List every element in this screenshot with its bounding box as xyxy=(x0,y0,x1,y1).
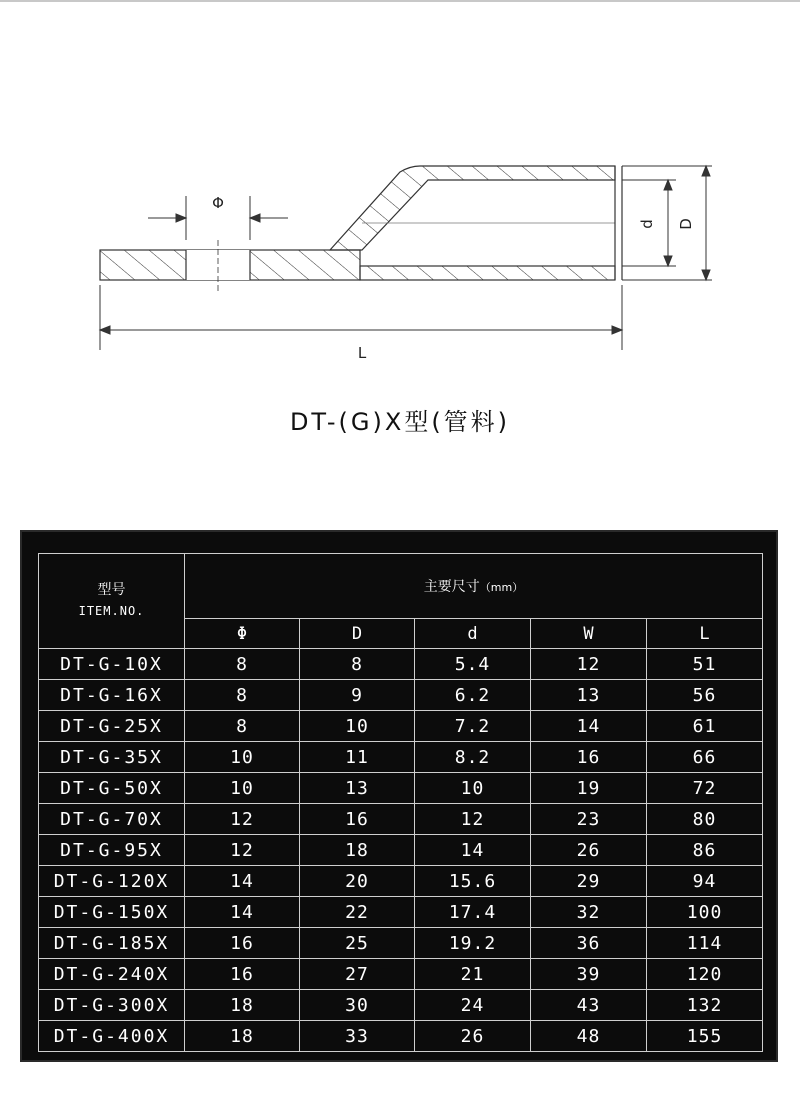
table-row xyxy=(39,928,763,959)
table-row xyxy=(39,959,763,990)
cell-D: 11 xyxy=(300,742,415,773)
cell-phi: 18 xyxy=(185,1021,300,1052)
cell-W: 32 xyxy=(531,897,647,928)
cell-d: 7.2 xyxy=(415,711,531,742)
table-row xyxy=(39,990,763,1021)
cell-L: 51 xyxy=(647,649,763,680)
cell-L: 132 xyxy=(647,990,763,1021)
cell-D: 30 xyxy=(300,990,415,1021)
cell-model: DT-G-50X xyxy=(39,773,185,804)
cell-model: DT-G-25X xyxy=(39,711,185,742)
cell-phi: 8 xyxy=(185,711,300,742)
cell-phi: 12 xyxy=(185,804,300,835)
cell-d: 17.4 xyxy=(415,897,531,928)
cell-W: 23 xyxy=(531,804,647,835)
cell-D: 22 xyxy=(300,897,415,928)
cell-D: 25 xyxy=(300,928,415,959)
cell-d: 12 xyxy=(415,804,531,835)
cell-d: 14 xyxy=(415,835,531,866)
item-header xyxy=(39,554,185,649)
table-row xyxy=(39,835,763,866)
L-label: L xyxy=(357,344,367,362)
cell-D: 10 xyxy=(300,711,415,742)
cell-d: 5.4 xyxy=(415,649,531,680)
d-label: d xyxy=(638,219,656,229)
cell-W: 26 xyxy=(531,835,647,866)
cell-W: 12 xyxy=(531,649,647,680)
cell-model: DT-G-16X xyxy=(39,680,185,711)
cell-D: 9 xyxy=(300,680,415,711)
cell-D: 13 xyxy=(300,773,415,804)
cell-phi: 16 xyxy=(185,959,300,990)
cell-L: 114 xyxy=(647,928,763,959)
cell-D: 20 xyxy=(300,866,415,897)
cell-L: 100 xyxy=(647,897,763,928)
col-header-W: W xyxy=(531,619,647,649)
cell-model: DT-G-95X xyxy=(39,835,185,866)
table-row xyxy=(39,866,763,897)
table-row xyxy=(39,897,763,928)
cell-phi: 8 xyxy=(185,680,300,711)
cell-D: 8 xyxy=(300,649,415,680)
cell-D: 16 xyxy=(300,804,415,835)
cell-phi: 10 xyxy=(185,773,300,804)
cell-phi: 18 xyxy=(185,990,300,1021)
main-dimensions-header xyxy=(185,554,763,619)
spec-table xyxy=(38,553,763,1052)
cell-L: 94 xyxy=(647,866,763,897)
cell-model: DT-G-70X xyxy=(39,804,185,835)
cell-D: 33 xyxy=(300,1021,415,1052)
cell-L: 72 xyxy=(647,773,763,804)
cell-W: 43 xyxy=(531,990,647,1021)
cell-phi: 10 xyxy=(185,742,300,773)
table-row xyxy=(39,773,763,804)
col-header-d: d xyxy=(415,619,531,649)
cell-phi: 16 xyxy=(185,928,300,959)
cell-d: 19.2 xyxy=(415,928,531,959)
cell-W: 29 xyxy=(531,866,647,897)
cell-L: 120 xyxy=(647,959,763,990)
table-row xyxy=(39,804,763,835)
item-header-cn: 型号 xyxy=(97,582,126,598)
cell-D: 27 xyxy=(300,959,415,990)
cell-W: 48 xyxy=(531,1021,647,1052)
item-header-en: ITEM.NO. xyxy=(78,604,145,618)
cell-W: 39 xyxy=(531,959,647,990)
cell-W: 16 xyxy=(531,742,647,773)
cell-model: DT-G-185X xyxy=(39,928,185,959)
cell-W: 36 xyxy=(531,928,647,959)
cell-model: DT-G-400X xyxy=(39,1021,185,1052)
col-header-phi: Φ xyxy=(185,619,300,649)
cell-W: 14 xyxy=(531,711,647,742)
cell-model: DT-G-300X xyxy=(39,990,185,1021)
cell-W: 13 xyxy=(531,680,647,711)
table-row xyxy=(39,711,763,742)
table-row xyxy=(39,1021,763,1052)
phi-label: Φ xyxy=(212,194,224,212)
drawing-caption: DT-(G)X型(管料) xyxy=(289,408,511,436)
cell-d: 24 xyxy=(415,990,531,1021)
col-header-D: D xyxy=(300,619,415,649)
cell-phi: 8 xyxy=(185,649,300,680)
table-row xyxy=(39,742,763,773)
cell-L: 80 xyxy=(647,804,763,835)
cell-L: 61 xyxy=(647,711,763,742)
cell-d: 6.2 xyxy=(415,680,531,711)
main-dimensions-title: 主要尺寸 xyxy=(423,579,480,595)
cell-d: 15.6 xyxy=(415,866,531,897)
cell-model: DT-G-10X xyxy=(39,649,185,680)
cell-phi: 14 xyxy=(185,897,300,928)
cell-W: 19 xyxy=(531,773,647,804)
cell-model: DT-G-120X xyxy=(39,866,185,897)
cell-model: DT-G-150X xyxy=(39,897,185,928)
cell-D: 18 xyxy=(300,835,415,866)
table-row xyxy=(39,649,763,680)
cell-L: 155 xyxy=(647,1021,763,1052)
cell-model: DT-G-240X xyxy=(39,959,185,990)
col-header-L: L xyxy=(647,619,763,649)
main-dimensions-unit: （mm） xyxy=(479,581,524,594)
cell-model: DT-G-35X xyxy=(39,742,185,773)
D-label: D xyxy=(677,218,695,230)
cell-d: 10 xyxy=(415,773,531,804)
cell-phi: 14 xyxy=(185,866,300,897)
cell-phi: 12 xyxy=(185,835,300,866)
cell-d: 8.2 xyxy=(415,742,531,773)
cable-lug-drawing xyxy=(0,0,800,400)
table-row xyxy=(39,680,763,711)
cell-L: 66 xyxy=(647,742,763,773)
cell-L: 86 xyxy=(647,835,763,866)
cell-L: 56 xyxy=(647,680,763,711)
cell-d: 26 xyxy=(415,1021,531,1052)
cell-d: 21 xyxy=(415,959,531,990)
lug-outline xyxy=(100,166,622,292)
